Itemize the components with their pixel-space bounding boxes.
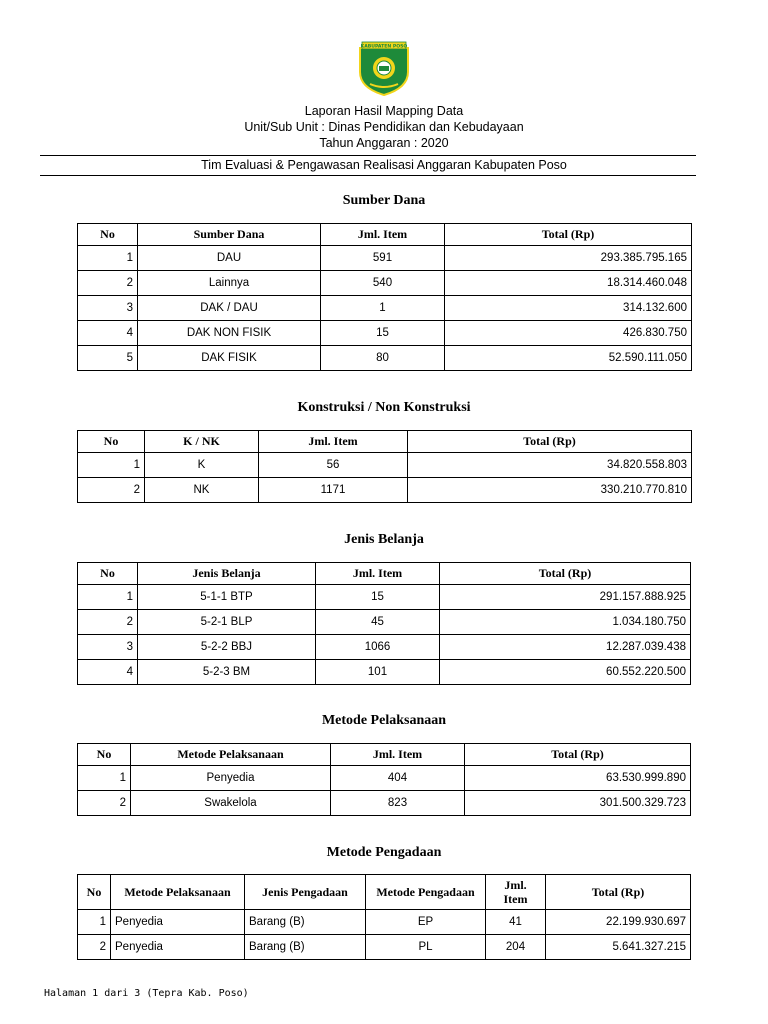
- cell-total: 314.132.600: [445, 296, 692, 321]
- cell-k-nk: NK: [145, 478, 259, 503]
- year-line: Tahun Anggaran : 2020: [319, 136, 449, 150]
- cell-jml-item: 591: [321, 246, 445, 271]
- sumber-dana-table: [77, 223, 692, 371]
- col-header: Metode Pengadaan: [366, 875, 486, 910]
- cell-total: 291.157.888.925: [440, 585, 691, 610]
- table-row: [78, 321, 692, 346]
- cell-jenis-belanja: 5-2-2 BBJ: [138, 635, 316, 660]
- jenis-belanja-table: [77, 562, 691, 685]
- unit-line: Unit/Sub Unit : Dinas Pendidikan dan Kebudayaan: [244, 120, 524, 134]
- table-row: [78, 271, 692, 296]
- cell-total: 52.590.111.050: [445, 346, 692, 371]
- cell-sumber-dana: DAK / DAU: [138, 296, 321, 321]
- svg-text:KABUPATEN POSO: KABUPATEN POSO: [360, 44, 408, 50]
- cell-no: 1: [78, 766, 131, 791]
- col-header: K / NK: [145, 431, 259, 453]
- table-header-row: [78, 744, 691, 766]
- col-header: Jml. Item: [316, 563, 440, 585]
- table-row: [78, 296, 692, 321]
- table-row: [78, 610, 691, 635]
- header-rule-bottom: [40, 175, 696, 176]
- cell-no: 1: [78, 246, 138, 271]
- cell-jml-item: 80: [321, 346, 445, 371]
- table-row: [78, 935, 691, 960]
- cell-no: 2: [78, 935, 111, 960]
- col-header: Total (Rp): [546, 875, 691, 910]
- cell-no: 1: [78, 585, 138, 610]
- cell-jml-item: 101: [316, 660, 440, 685]
- cell-sumber-dana: DAK FISIK: [138, 346, 321, 371]
- table-row: [78, 791, 691, 816]
- cell-jenis-belanja: 5-2-3 BM: [138, 660, 316, 685]
- metode-pelaksanaan-table: [77, 743, 691, 816]
- cell-total: 301.500.329.723: [465, 791, 691, 816]
- cell-jml-item: 1: [321, 296, 445, 321]
- metode-pengadaan-table: [77, 874, 691, 960]
- table-header-row: [78, 563, 691, 585]
- table-row: [78, 346, 692, 371]
- col-header: Total (Rp): [440, 563, 691, 585]
- cell-sumber-dana: DAK NON FISIK: [138, 321, 321, 346]
- table-row: [78, 660, 691, 685]
- team-line: Tim Evaluasi & Pengawasan Realisasi Anggaran Kabupaten Poso: [201, 158, 567, 172]
- cell-jenis-pengadaan: Barang (B): [245, 910, 366, 935]
- cell-total: 1.034.180.750: [440, 610, 691, 635]
- col-header: Jml. Item: [259, 431, 408, 453]
- cell-sumber-dana: DAU: [138, 246, 321, 271]
- col-header: Jenis Belanja: [138, 563, 316, 585]
- cell-total: 12.287.039.438: [440, 635, 691, 660]
- cell-total: 22.199.930.697: [546, 910, 691, 935]
- cell-no: 2: [78, 478, 145, 503]
- cell-no: 2: [78, 610, 138, 635]
- cell-metode-pelaksanaan: Penyedia: [111, 910, 245, 935]
- table-row: [78, 453, 692, 478]
- cell-jml-item: 1066: [316, 635, 440, 660]
- cell-no: 1: [78, 910, 111, 935]
- cell-no: 4: [78, 321, 138, 346]
- col-header: Sumber Dana: [138, 224, 321, 246]
- table-row: [78, 766, 691, 791]
- cell-jenis-pengadaan: Barang (B): [245, 935, 366, 960]
- cell-total: 18.314.460.048: [445, 271, 692, 296]
- cell-no: 3: [78, 635, 138, 660]
- col-header: Jml. Item: [321, 224, 445, 246]
- cell-total: 426.830.750: [445, 321, 692, 346]
- cell-jml-item: 15: [316, 585, 440, 610]
- section-title-sumber-dana: Sumber Dana: [342, 193, 426, 208]
- table-header-row: [78, 875, 691, 910]
- cell-jml-item: 15: [321, 321, 445, 346]
- section-title-jenis-belanja: Jenis Belanja: [344, 532, 424, 547]
- col-header: Total (Rp): [408, 431, 692, 453]
- section-title-metode-pengadaan: Metode Pengadaan: [326, 845, 442, 860]
- page-footer: Halaman 1 dari 3 (Tepra Kab. Poso): [44, 988, 249, 999]
- cell-total: 63.530.999.890: [465, 766, 691, 791]
- cell-jml-item: 56: [259, 453, 408, 478]
- col-header: Metode Pelaksanaan: [131, 744, 331, 766]
- cell-jenis-belanja: 5-2-1 BLP: [138, 610, 316, 635]
- cell-jml-item: 204: [486, 935, 546, 960]
- cell-no: 4: [78, 660, 138, 685]
- table-row: [78, 635, 691, 660]
- col-header: Total (Rp): [465, 744, 691, 766]
- col-header: Jenis Pengadaan: [245, 875, 366, 910]
- col-header: Jml. Item: [331, 744, 465, 766]
- col-header: No: [78, 563, 138, 585]
- table-row: [78, 585, 691, 610]
- cell-metode-pelaksanaan: Penyedia: [111, 935, 245, 960]
- table-row: [78, 910, 691, 935]
- cell-total: 5.641.327.215: [546, 935, 691, 960]
- col-header: No: [78, 431, 145, 453]
- section-title-konstruksi: Konstruksi / Non Konstruksi: [297, 400, 471, 415]
- col-header: Metode Pelaksanaan: [111, 875, 245, 910]
- col-header: No: [78, 224, 138, 246]
- cell-total: 293.385.795.165: [445, 246, 692, 271]
- cell-no: 2: [78, 791, 131, 816]
- table-header-row: [78, 224, 692, 246]
- cell-jml-item: 41: [486, 910, 546, 935]
- cell-total: 34.820.558.803: [408, 453, 692, 478]
- cell-no: 1: [78, 453, 145, 478]
- cell-jml-item: 823: [331, 791, 465, 816]
- table-header-row: [78, 431, 692, 453]
- cell-jml-item: 540: [321, 271, 445, 296]
- cell-total: 60.552.220.500: [440, 660, 691, 685]
- cell-sumber-dana: Lainnya: [138, 271, 321, 296]
- cell-no: 5: [78, 346, 138, 371]
- col-header: Jml. Item: [486, 875, 546, 910]
- cell-no: 3: [78, 296, 138, 321]
- cell-no: 2: [78, 271, 138, 296]
- cell-total: 330.210.770.810: [408, 478, 692, 503]
- table-row: [78, 246, 692, 271]
- col-header: Total (Rp): [445, 224, 692, 246]
- header-rule-top: [40, 155, 696, 156]
- section-title-metode-pelaksanaan: Metode Pelaksanaan: [321, 713, 447, 728]
- cell-jml-item: 1171: [259, 478, 408, 503]
- kabupaten-poso-logo: [358, 40, 410, 96]
- table-row: [78, 478, 692, 503]
- cell-k-nk: K: [145, 453, 259, 478]
- cell-metode-pengadaan: EP: [366, 910, 486, 935]
- cell-jml-item: 404: [331, 766, 465, 791]
- cell-metode-pengadaan: PL: [366, 935, 486, 960]
- col-header: No: [78, 875, 111, 910]
- col-header: No: [78, 744, 131, 766]
- report-title: Laporan Hasil Mapping Data: [304, 104, 464, 118]
- cell-jenis-belanja: 5-1-1 BTP: [138, 585, 316, 610]
- konstruksi-table: [77, 430, 692, 503]
- cell-metode-pelaksanaan: Swakelola: [131, 791, 331, 816]
- cell-metode-pelaksanaan: Penyedia: [131, 766, 331, 791]
- cell-jml-item: 45: [316, 610, 440, 635]
